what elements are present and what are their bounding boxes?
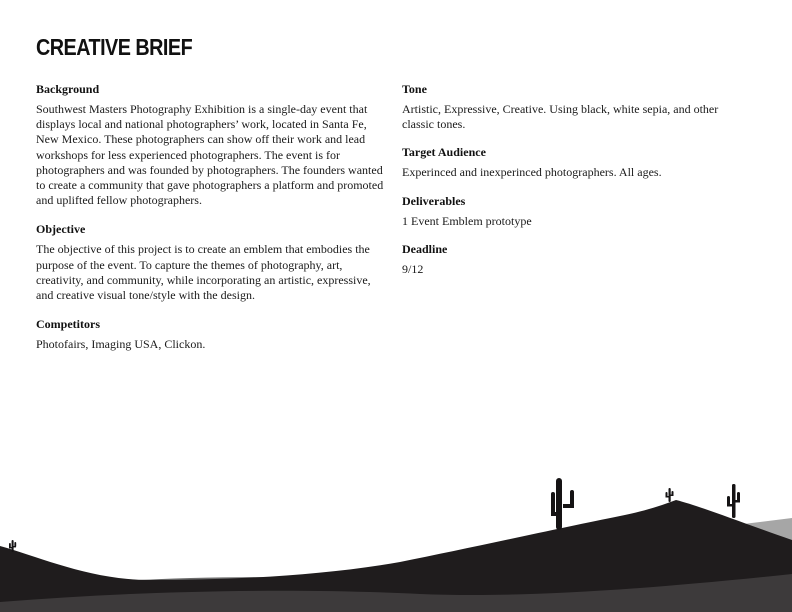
- deliverables-text: 1 Event Emblem prototype: [402, 213, 532, 228]
- deliverables-section: [402, 194, 752, 229]
- right-column: [402, 82, 752, 277]
- background-text: Southwest Masters Photography Exhibition is a single-day event that displays local and national photographers’ work, located in Santa Fe, New Mexico. These photographers can show off their work and lead workshops for less experienced photographers. The event is for photographers and was founded by photographers. The founders wanted to create a community that gave photographers a platform and promoted and uplifted fellow photographers.: [36, 102, 384, 208]
- cactus-small-icon: [727, 484, 740, 518]
- competitors-text: Photofairs, Imaging USA, Clickon.: [36, 337, 206, 352]
- deadline-text: 9/12: [402, 261, 424, 276]
- background-section: [36, 82, 390, 208]
- objective-heading: Objective: [36, 222, 86, 237]
- tone-section: [402, 82, 752, 132]
- objective-section: [36, 222, 390, 303]
- competitors-heading: Competitors: [36, 317, 100, 332]
- left-column: [36, 82, 390, 352]
- page-title: CREATIVE BRIEF: [36, 34, 193, 60]
- cactus-tiny-icon: [666, 488, 674, 502]
- deadline-section: [402, 242, 752, 277]
- desert-landscape-illustration: [0, 462, 792, 612]
- deliverables-heading: Deliverables: [402, 193, 466, 208]
- cactus-icon: [551, 478, 574, 530]
- tone-text: Artistic, Expressive, Creative. Using black, white sepia, and other classic tones.: [402, 102, 719, 132]
- target-audience-heading: Target Audience: [402, 145, 486, 160]
- deadline-heading: Deadline: [402, 241, 448, 256]
- tone-heading: Tone: [402, 82, 427, 96]
- target-audience-text: Experinced and inexperinced photographers. All ages.: [402, 165, 662, 180]
- target-audience-section: [402, 145, 752, 180]
- background-heading: Background: [36, 82, 100, 96]
- objective-text: The objective of this project is to create an emblem that embodies the purpose of the event. To capture the themes of photography, art, creativity, and community, while incorporating an artistic, expressive, and creative visual tone/style with the design.: [36, 242, 371, 303]
- competitors-section: [36, 317, 390, 352]
